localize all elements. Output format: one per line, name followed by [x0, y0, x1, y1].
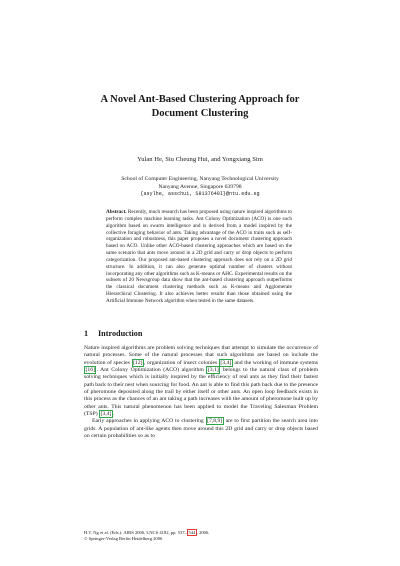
section-number: 1 [84, 329, 89, 338]
title-line-1: A Novel Ant-Based Clustering Approach for [100, 94, 300, 105]
paragraph-1 [84, 345, 318, 418]
citation-link[interactable]: [7,8,9] [207, 418, 223, 425]
page-link[interactable]: 544 [188, 530, 196, 535]
section-heading [84, 329, 142, 338]
citation-link[interactable]: [16] [85, 367, 95, 374]
abstract-label: Abstract. [106, 209, 127, 215]
author-emails: {asylhe, asschui, S8137640I}@ntu.edu.sg [140, 191, 260, 198]
authors: Yulan He, Siu Cheung Hui, and Yongxiang Sim [137, 156, 263, 163]
affiliation-line-2: Nanyang Avenue, Singapore 639798 [158, 183, 242, 190]
text-run: belongs to the natural class of problem solving techniques which is initially inspired by the efficiency of real ants as they find their fastest path back to their nest when sourcing for food. An ant is able to find this path back due to the presence of pheromone deposited along the trail by either itself or other ants. An open loop feedback exists in this process as the chances of an ant taking a path increases with the amount of pheromone built up by other ants. This natural phenomenon has been applied to model the Traveling Salesman Problem (TSP) [84, 367, 318, 418]
text-run: . Ant Colony Optimization (ACO) algorithm [96, 367, 207, 374]
text-run: H.T. Ng et al. (Eds.): AIRS 2006, LNCS 4182, pp. 537– [84, 530, 187, 535]
affiliation [0, 176, 400, 199]
footer-copyright: © Springer-Verlag Berlin Heidelberg 2006 [84, 536, 163, 542]
text-run: Early approaches in applying ACO to clustering [92, 418, 206, 425]
abstract [106, 209, 292, 305]
text-run: are to first partition the search area into grids. A population of ant-like agents then move around this 2D grid and carry or drop objects based on certain probabilities so as to [84, 418, 318, 440]
paragraph-2 [84, 418, 318, 440]
abstract-text: Recently, much research has been proposed using nature inspired algorithms to perform complex machine learning tasks. Ant Colony Optimization (ACO) is one such algorithm based on swarm intelligence and is derived from a model inspired by the collective foraging behavior of ants. Taking advantage of the ACO in traits such as self-organization and robustness, this paper proposes a novel document clustering approach based on ACO. Unlike other ACO-based clustering approaches which are based on the same scenario that ants move around in a 2D grid and carry or drop objects to perform categorization. Our proposed ant-based clustering approach does not rely on a 2D grid structure. In addition, it can also generate optimal number of clusters without incorporating any other algorithms such as K-means or AHC. Experimental results on the subsets of 20 Newsgroup data show that the ant-based clustering approach outperforms the classical document clustering methods such as K-means and Agglomerate Hierarchical Clustering. It also achieves better results than those obtained using the Artificial Immune Network algorithm when tested in the same datasets. [106, 209, 293, 304]
section-title: Introduction [98, 329, 143, 338]
text-run: . [112, 411, 115, 418]
text-run: and the working of immune systems [232, 359, 318, 366]
paper-title [0, 93, 400, 121]
footer [84, 530, 209, 542]
affiliation-line-1: School of Computer Engineering, Nanyang Technological University [121, 176, 279, 182]
citation-link[interactable]: [3,4] [100, 411, 112, 418]
text-run: , 2006. [196, 530, 210, 535]
text-run: , organization of insect colonies [144, 359, 219, 366]
citation-link[interactable]: [12] [133, 359, 143, 366]
text-run: Nature inspired algorithms are problem solving techniques that attempt to simulate the occurrence of natural processes. Some of the natural processes that such algorithms are based on include the evolution of species [84, 345, 318, 366]
title-line-2: Document Clustering [151, 108, 249, 119]
introduction-body [84, 345, 318, 440]
citation-link[interactable]: [3,4] [220, 359, 232, 366]
citation-link[interactable]: [3,1] [207, 367, 219, 374]
